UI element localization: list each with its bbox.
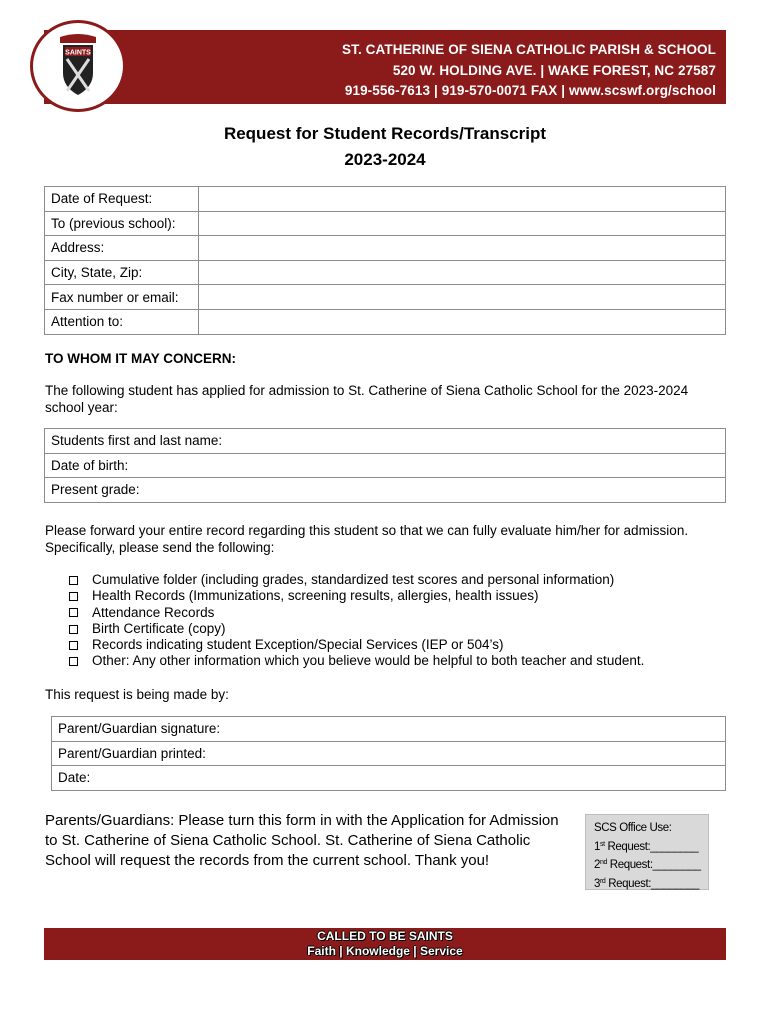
parent-field[interactable]: Parent/Guardian signature: xyxy=(52,717,726,742)
logo-text: SAINTS xyxy=(65,49,91,57)
parent-info-table xyxy=(51,716,726,791)
footer-banner xyxy=(44,928,726,960)
student-field[interactable]: Present grade: xyxy=(45,478,726,503)
checkbox[interactable] xyxy=(69,592,78,601)
table-row xyxy=(45,260,726,285)
checklist-label: Birth Certificate (copy) xyxy=(92,620,226,636)
list-item xyxy=(67,621,644,637)
field-input[interactable] xyxy=(199,260,726,285)
school-phone-web: 919-556-7613 | 919-570-0071 FAX | www.scswf.org/school xyxy=(344,83,716,98)
table-row xyxy=(52,741,726,766)
field-input[interactable] xyxy=(199,211,726,236)
footer-tagline: Faith | Knowledge | Service xyxy=(307,944,463,958)
field-input[interactable] xyxy=(199,236,726,261)
office-use-box xyxy=(585,814,709,890)
list-item xyxy=(67,588,644,604)
footer-motto: CALLED TO BE SAINTS xyxy=(317,929,453,943)
school-address: 520 W. HOLDING AVE. | WAKE FOREST, NC 27587 xyxy=(392,62,716,78)
field-input[interactable] xyxy=(199,187,726,212)
checklist-label: Cumulative folder (including grades, standardized test scores and personal information) xyxy=(92,572,615,587)
school-name: ST. CATHERINE OF SIENA CATHOLIC PARISH & SCHOOL xyxy=(342,42,716,57)
records-checklist xyxy=(67,572,644,670)
field-label: Attention to: xyxy=(45,309,199,334)
student-field[interactable]: Date of birth: xyxy=(45,453,726,478)
field-label: Date of Request: xyxy=(45,187,199,212)
field-label: City, State, Zip: xyxy=(45,260,199,285)
checkbox[interactable] xyxy=(69,576,78,585)
field-label: To (previous school): xyxy=(45,211,199,236)
checklist-label: Attendance Records xyxy=(92,604,215,620)
student-info-table xyxy=(44,428,726,503)
field-label: Address: xyxy=(45,236,199,261)
parent-field[interactable]: Date: xyxy=(52,766,726,791)
field-label: Fax number or email: xyxy=(45,285,199,310)
checklist-label: Health Records (Immunizations, screening results, allergies, health issues) xyxy=(92,588,539,604)
forward-paragraph: Please forward your entire record regarding this student so that we can fully evaluate him/her for admission. Specifically, please send the following: xyxy=(45,523,689,555)
saints-crest-icon xyxy=(33,23,123,109)
list-item xyxy=(67,653,644,669)
request-by-label: This request is being made by: xyxy=(45,687,229,702)
second-request-line: 2nd Request:________ xyxy=(594,859,701,871)
header-banner xyxy=(44,30,726,104)
checkbox[interactable] xyxy=(69,625,78,634)
checkbox[interactable] xyxy=(69,657,78,666)
closing-paragraph: Parents/Guardians: Please turn this form in with the Application for Admission to St. Catherine of Siena Catholic School. St. Catherine of Siena Catholic School will request the records from the current school. Thank you! xyxy=(45,812,559,869)
list-item xyxy=(67,637,644,653)
intro-paragraph: The following student has applied for admission to St. Catherine of Siena Catholic School for the 2023-2024 school year: xyxy=(45,383,689,415)
table-row xyxy=(45,285,726,310)
school-contact-block xyxy=(342,40,716,102)
school-year: 2023-2024 xyxy=(344,150,426,169)
school-info-table xyxy=(44,186,726,335)
field-input[interactable] xyxy=(199,285,726,310)
table-row xyxy=(45,429,726,454)
first-request-line: 1st Request:________ xyxy=(594,840,699,853)
third-request-line: 3rd Request:________ xyxy=(594,877,700,890)
table-row xyxy=(45,211,726,236)
table-row xyxy=(45,453,726,478)
student-field[interactable]: Students first and last name: xyxy=(45,429,726,454)
salutation: TO WHOM IT MAY CONCERN: xyxy=(45,351,237,366)
table-row xyxy=(45,478,726,503)
table-row xyxy=(52,766,726,791)
table-row xyxy=(45,187,726,212)
list-item xyxy=(67,572,644,588)
checkbox[interactable] xyxy=(69,641,78,650)
page-title: Request for Student Records/Transcript xyxy=(223,124,547,143)
list-item xyxy=(67,605,644,621)
school-logo xyxy=(30,20,126,112)
table-row xyxy=(45,236,726,261)
parent-field[interactable]: Parent/Guardian printed: xyxy=(52,741,726,766)
table-row xyxy=(45,309,726,334)
office-use-title: SCS Office Use: xyxy=(594,822,672,834)
field-input[interactable] xyxy=(199,309,726,334)
checkbox[interactable] xyxy=(69,608,78,617)
checklist-label: Other: Any other information which you believe would be helpful to both teacher and student. xyxy=(92,653,645,669)
checklist-label: Records indicating student Exception/Special Services (IEP or 504’s) xyxy=(92,637,504,653)
table-row xyxy=(52,717,726,742)
